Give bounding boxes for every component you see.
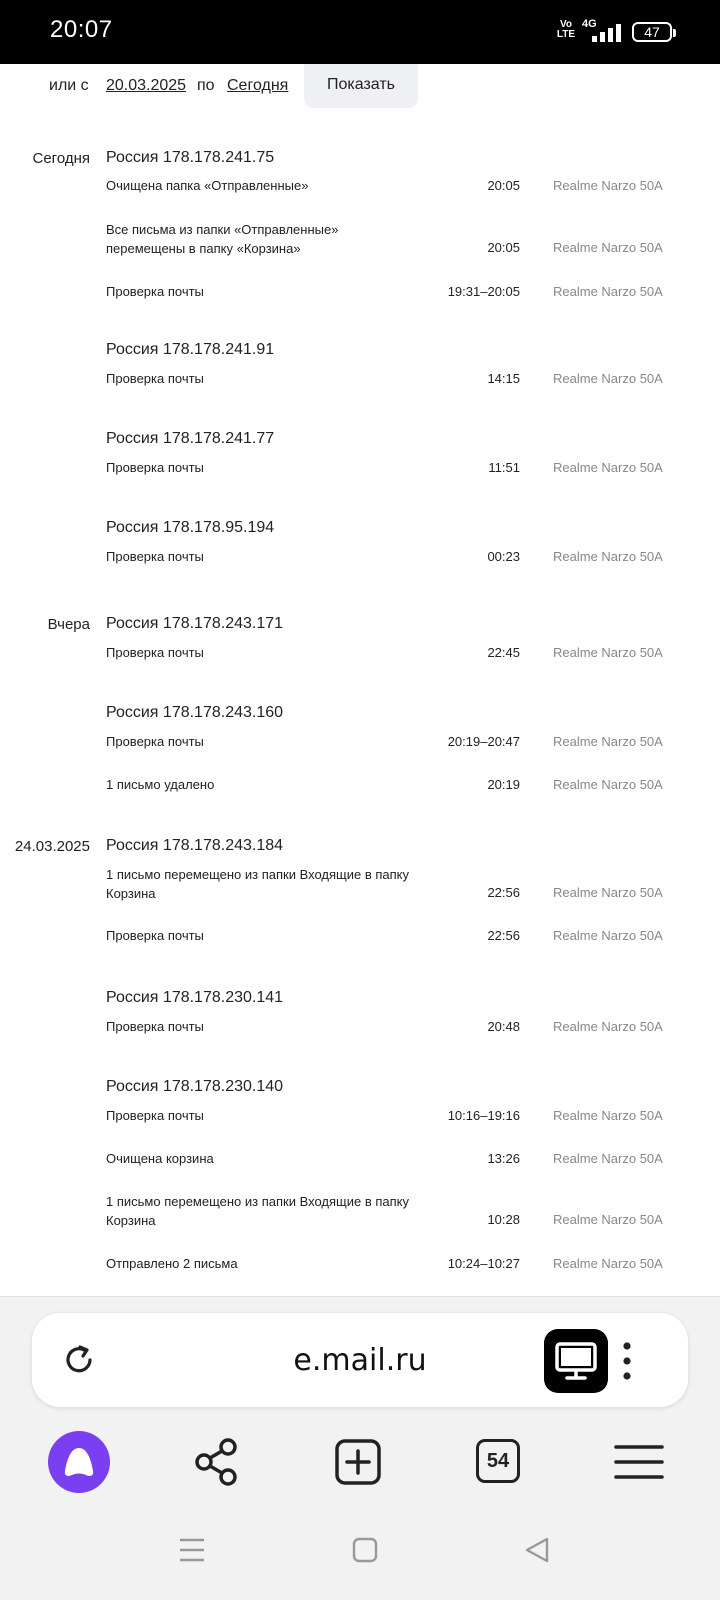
log-device: Realme Narzo 50A (553, 460, 663, 475)
session-ip: Россия 178.178.95.194 (106, 519, 275, 536)
log-time: 20:05 (487, 178, 520, 193)
log-device: Realme Narzo 50A (553, 885, 663, 900)
log-action: 1 письмо перемещено из папки Входящие в папку Корзина (106, 1194, 410, 1228)
volte-bottom: LTE (556, 29, 576, 40)
to-date-link[interactable]: Сегодня (227, 77, 289, 94)
session-ip: Россия 178.178.243.184 (106, 837, 284, 854)
back-icon[interactable] (522, 1535, 552, 1565)
log-device: Realme Narzo 50A (553, 549, 663, 564)
log-action: 1 письмо удалено (106, 777, 215, 792)
day-label-date: 24.03.2025 (14, 838, 90, 855)
log-action: 1 письмо перемещено из папки Входящие в папку Корзина (106, 867, 410, 901)
system-navigation-bar (0, 1507, 720, 1600)
session-ip: Россия 178.178.230.141 (106, 989, 284, 1006)
log-device: Realme Narzo 50A (553, 777, 663, 792)
recent-apps-icon[interactable] (177, 1535, 207, 1565)
status-time: 20:07 (50, 16, 113, 43)
date-filter (0, 64, 720, 108)
log-action: Отправлено 2 письма (106, 1256, 238, 1271)
day-label-yesterday: Вчера (47, 616, 90, 633)
log-time: 20:48 (487, 1019, 520, 1034)
status-bar (0, 0, 720, 64)
log-action: Проверка почты (106, 928, 204, 943)
log-action: Проверка почты (106, 549, 204, 564)
log-time: 14:15 (487, 371, 520, 386)
desktop-monitor-glyph (544, 1329, 608, 1393)
session-ip: Россия 178.178.241.75 (106, 149, 275, 166)
log-time: 00:23 (487, 549, 520, 564)
log-action: Проверка почты (106, 371, 204, 386)
log-device: Realme Narzo 50A (553, 1151, 663, 1166)
hamburger-menu-icon[interactable] (608, 1431, 670, 1493)
log-action: Очищена корзина (106, 1151, 214, 1166)
log-time: 10:24–10:27 (447, 1256, 520, 1271)
log-device: Realme Narzo 50A (553, 928, 663, 943)
session-ip: Россия 178.178.243.171 (106, 615, 284, 632)
log-action: Проверка почты (106, 734, 204, 749)
share-icon[interactable] (186, 1431, 248, 1493)
session-ip: Россия 178.178.243.160 (106, 704, 284, 721)
log-time: 20:05 (487, 240, 520, 255)
new-tab-icon[interactable] (327, 1431, 389, 1493)
log-time: 19:31–20:05 (447, 284, 520, 299)
log-action: Проверка почты (106, 460, 204, 475)
log-device: Realme Narzo 50A (553, 371, 663, 386)
log-action: Проверка почты (106, 1108, 204, 1123)
home-icon[interactable] (350, 1535, 380, 1565)
log-device: Realme Narzo 50A (553, 1019, 663, 1034)
log-action: Проверка почты (106, 1019, 204, 1034)
log-device: Realme Narzo 50A (553, 240, 663, 255)
tabs-count-button[interactable]: 54 (476, 1439, 520, 1483)
network-type: 4G (582, 18, 597, 30)
log-time: 20:19–20:47 (447, 734, 520, 749)
alice-assistant-icon[interactable] (48, 1431, 110, 1493)
more-vertical-icon[interactable] (622, 1341, 632, 1381)
log-device: Realme Narzo 50A (553, 734, 663, 749)
log-time: 20:19 (487, 777, 520, 792)
address-bar[interactable] (32, 1313, 688, 1407)
log-device: Realme Narzo 50A (553, 284, 663, 299)
browser-bottom-bar (0, 1296, 720, 1600)
battery-icon (632, 22, 672, 42)
log-action: Проверка почты (106, 284, 204, 299)
log-device: Realme Narzo 50A (553, 645, 663, 660)
log-device: Realme Narzo 50A (553, 1212, 663, 1227)
log-time: 22:56 (487, 885, 520, 900)
activity-log (0, 108, 720, 1296)
log-action: Все письма из папки «Отправленные» перемещены в папку «Корзина» (106, 222, 339, 256)
log-time: 22:56 (487, 928, 520, 943)
to-label: по (197, 77, 215, 94)
log-device: Realme Narzo 50A (553, 1108, 663, 1123)
log-time: 22:45 (487, 645, 520, 660)
log-action: Проверка почты (106, 645, 204, 660)
session-ip: Россия 178.178.230.140 (106, 1078, 284, 1095)
log-time: 13:26 (487, 1151, 520, 1166)
session-ip: Россия 178.178.241.91 (106, 341, 275, 358)
desktop-mode-icon[interactable] (544, 1329, 608, 1393)
alice-glyph (48, 1431, 110, 1493)
volte-top: Vo (559, 19, 573, 30)
log-time: 10:28 (487, 1212, 520, 1227)
browser-toolbar (0, 1417, 720, 1507)
signal-bars-icon (592, 22, 622, 42)
log-device: Realme Narzo 50A (553, 178, 663, 193)
log-time: 10:16–19:16 (447, 1108, 520, 1123)
from-date-link[interactable]: 20.03.2025 (106, 77, 187, 94)
session-ip: Россия 178.178.241.77 (106, 430, 275, 447)
log-action: Очищена папка «Отправленные» (106, 178, 309, 193)
day-label-today: Сегодня (32, 150, 90, 167)
show-button[interactable]: Показать (304, 64, 418, 108)
from-label: или с (49, 77, 89, 94)
volte-indicator (556, 20, 576, 40)
battery-level: 47 (644, 24, 660, 40)
log-device: Realme Narzo 50A (553, 1256, 663, 1271)
log-time: 11:51 (488, 460, 520, 475)
url-text[interactable]: e.mail.ru (293, 1343, 427, 1378)
